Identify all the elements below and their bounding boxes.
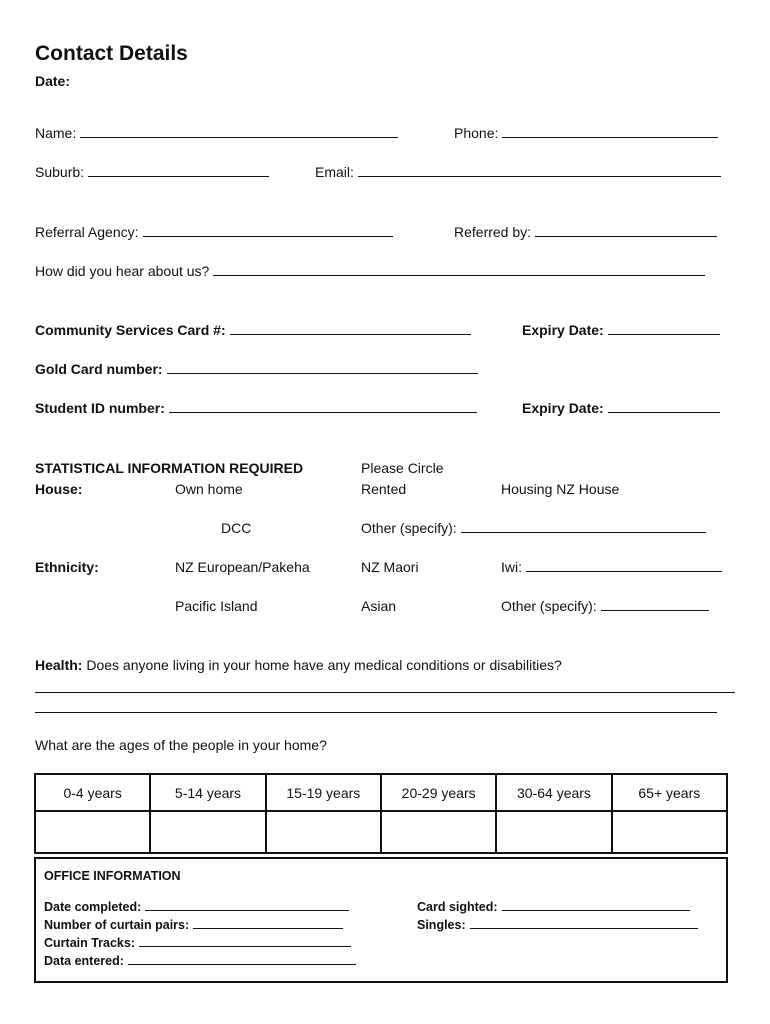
- gold-card-label: Gold Card number:: [35, 361, 163, 377]
- ages-col-65-plus: 65+ years: [612, 774, 727, 811]
- suburb-line: [88, 164, 269, 177]
- data-entered-line: [128, 953, 356, 965]
- curtain-tracks-label: Curtain Tracks:: [44, 936, 136, 950]
- ages-cell-0-4[interactable]: [35, 811, 150, 853]
- email-field[interactable]: [315, 164, 721, 180]
- csc-expiry-line: [608, 322, 720, 335]
- house-option-housing-nz[interactable]: Housing NZ House: [501, 481, 620, 497]
- name-field[interactable]: [35, 125, 398, 141]
- ages-table: [34, 773, 728, 854]
- iwi-line: [526, 559, 722, 572]
- ages-col-15-19: 15-19 years: [266, 774, 381, 811]
- ethnicity-option-other[interactable]: [501, 598, 709, 614]
- ages-col-20-29: 20-29 years: [381, 774, 496, 811]
- ethnicity-option-nz-european[interactable]: NZ European/Pakeha: [175, 559, 310, 575]
- card-sighted-line: [502, 899, 690, 911]
- card-sighted-field[interactable]: [417, 899, 690, 914]
- referral-agency-line: [143, 224, 393, 237]
- ethnicity-option-asian[interactable]: Asian: [361, 598, 397, 614]
- csc-field[interactable]: [35, 322, 471, 338]
- student-expiry-field[interactable]: [522, 400, 720, 416]
- student-id-label: Student ID number:: [35, 400, 165, 416]
- curtain-pairs-label: Number of curtain pairs:: [44, 918, 190, 932]
- office-information-box: [34, 857, 728, 983]
- ages-question: What are the ages of the people in your home?: [35, 737, 327, 753]
- health-answer-line-2[interactable]: [35, 712, 717, 713]
- curtain-pairs-line: [193, 917, 343, 929]
- email-label: Email:: [315, 164, 354, 180]
- referred-by-label: Referred by:: [454, 224, 532, 240]
- gold-card-line: [167, 361, 478, 374]
- csc-expiry-field[interactable]: [522, 322, 720, 338]
- ethnicity-option-pacific-island[interactable]: Pacific Island: [175, 598, 258, 614]
- curtain-pairs-field[interactable]: [44, 917, 343, 932]
- house-option-own-home[interactable]: Own home: [175, 481, 243, 497]
- hear-about-field[interactable]: [35, 263, 705, 279]
- curtain-tracks-field[interactable]: [44, 935, 351, 950]
- student-expiry-line: [608, 400, 720, 413]
- student-id-field[interactable]: [35, 400, 477, 416]
- csc-expiry-label: Expiry Date:: [522, 322, 604, 338]
- ages-cell-30-64[interactable]: [496, 811, 611, 853]
- phone-label: Phone:: [454, 125, 499, 141]
- referral-agency-field[interactable]: [35, 224, 393, 240]
- data-entered-field[interactable]: [44, 953, 356, 968]
- ages-col-0-4: 0-4 years: [35, 774, 150, 811]
- ages-header-row: [35, 774, 727, 811]
- csc-label: Community Services Card #:: [35, 322, 226, 338]
- office-heading: OFFICE INFORMATION: [44, 869, 181, 883]
- data-entered-label: Data entered:: [44, 954, 124, 968]
- ages-cell-20-29[interactable]: [381, 811, 496, 853]
- singles-line: [470, 917, 698, 929]
- house-other-label: Other (specify):: [361, 520, 457, 536]
- email-line: [358, 164, 721, 177]
- ages-col-5-14: 5-14 years: [150, 774, 265, 811]
- date-completed-field[interactable]: [44, 899, 349, 914]
- house-other-line: [461, 520, 706, 533]
- statistical-heading: STATISTICAL INFORMATION REQUIRED: [35, 460, 304, 476]
- ages-cell-65-plus[interactable]: [612, 811, 727, 853]
- name-line: [80, 125, 398, 138]
- phone-line: [502, 125, 718, 138]
- student-id-line: [169, 400, 477, 413]
- hear-about-label: How did you hear about us?: [35, 263, 210, 279]
- health-question: [35, 657, 562, 673]
- suburb-field[interactable]: [35, 164, 269, 180]
- curtain-tracks-line: [139, 935, 351, 947]
- health-label: Health:: [35, 657, 83, 673]
- name-label: Name:: [35, 125, 77, 141]
- ages-cell-15-19[interactable]: [266, 811, 381, 853]
- referral-agency-label: Referral Agency:: [35, 224, 139, 240]
- referred-by-field[interactable]: [454, 224, 717, 240]
- ages-col-30-64: 30-64 years: [496, 774, 611, 811]
- house-option-dcc[interactable]: DCC: [221, 520, 252, 536]
- referred-by-line: [535, 224, 717, 237]
- house-label: House:: [35, 481, 83, 497]
- ethnicity-option-iwi[interactable]: [501, 559, 722, 575]
- hear-about-line: [213, 263, 705, 276]
- ethnicity-other-label: Other (specify):: [501, 598, 597, 614]
- ages-cell-5-14[interactable]: [150, 811, 265, 853]
- singles-label: Singles:: [417, 918, 466, 932]
- suburb-label: Suburb:: [35, 164, 85, 180]
- health-answer-line-1[interactable]: [35, 692, 735, 693]
- singles-field[interactable]: [417, 917, 698, 932]
- gold-card-field[interactable]: [35, 361, 478, 377]
- date-label: Date:: [35, 73, 71, 89]
- please-circle-note: Please Circle: [361, 460, 444, 476]
- house-option-rented[interactable]: Rented: [361, 481, 407, 497]
- ages-entry-row: [35, 811, 727, 853]
- card-sighted-label: Card sighted:: [417, 900, 498, 914]
- date-completed-label: Date completed:: [44, 900, 142, 914]
- phone-field[interactable]: [454, 125, 718, 141]
- ethnicity-other-line: [601, 598, 709, 611]
- ethnicity-option-nz-maori[interactable]: NZ Maori: [361, 559, 419, 575]
- iwi-label: Iwi:: [501, 559, 522, 575]
- health-question-text: Does anyone living in your home have any medical conditions or disabilities?: [86, 657, 562, 673]
- csc-line: [230, 322, 471, 335]
- ethnicity-label: Ethnicity:: [35, 559, 99, 575]
- page-title: Contact Details: [35, 42, 188, 65]
- house-option-other[interactable]: [361, 520, 706, 536]
- date-completed-line: [145, 899, 349, 911]
- student-expiry-label: Expiry Date:: [522, 400, 604, 416]
